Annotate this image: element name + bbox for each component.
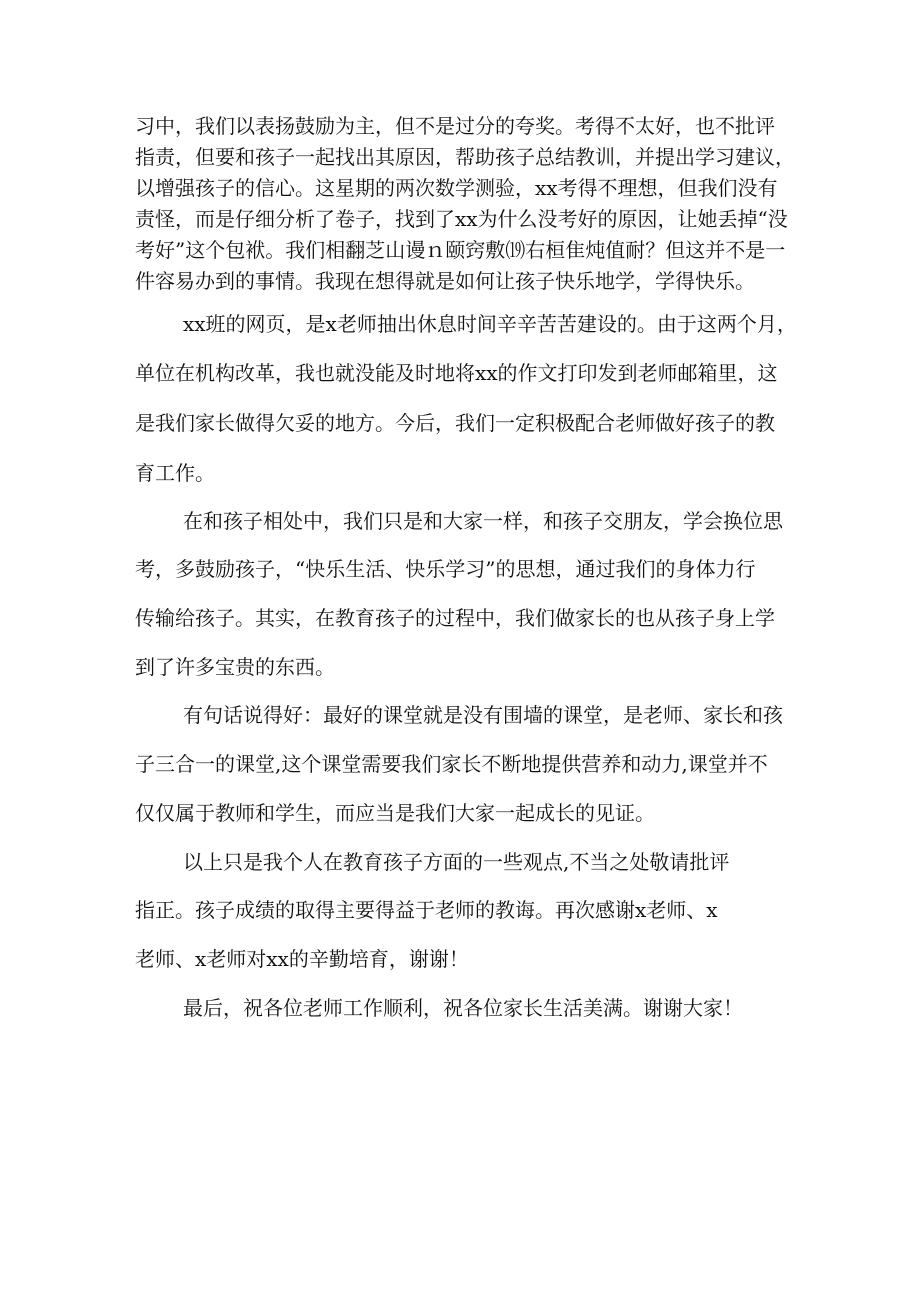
paragraph-line: 习中，我们以表扬鼓励为主，但不是过分的夸奖。考得不太好，也不批评 <box>135 114 775 138</box>
paragraph-line: 责怪，而是仔细分析了卷子，找到了xx为什么没考好的原因，让她丢掉“没 <box>135 207 788 231</box>
paragraph-line: 单位在机构改革，我也就没能及时地将xx的作文打印发到老师邮箱里，这 <box>135 361 778 385</box>
paragraph-line: 在和孩子相处中，我们只是和大家一样，和孩子交朋友，学会换位思 <box>183 509 783 533</box>
paragraph-line: 指正。孩子成绩的取得主要得益于老师的教诲。再次感谢x老师、x <box>135 898 718 922</box>
paragraph-line: 件容易办到的事情。我现在想得就是如何让孩子快乐地学，学得快乐。 <box>135 269 755 293</box>
paragraph-line: 考好”这个包袱。我们相翻芝山谩ｎ颐窍敷⒆右桓隹炖值耐？但这并不是一 <box>135 238 786 262</box>
paragraph-line: 到了许多宝贵的东西。 <box>135 655 335 679</box>
paragraph-line: 仅仅属于教师和学生，而应当是我们大家一起成长的见证。 <box>135 801 655 825</box>
paragraph-line: 以上只是我个人在教育孩子方面的一些观点,不当之处敬请批评 <box>183 850 730 874</box>
paragraph-line: 是我们家长做得欠妥的地方。今后，我们一定积极配合老师做好孩子的教 <box>135 411 775 435</box>
paragraph-line: 子三合一的课堂,这个课堂需要我们家长不断地提供营养和动力,课堂并不 <box>135 752 768 776</box>
paragraph-line: 指责，但要和孩子一起找出其原因，帮助孩子总结教训，并提出学习建议， <box>135 145 795 169</box>
paragraph-line: 有句话说得好：最好的课堂就是没有围墙的课堂，是老师、家长和孩 <box>183 703 783 727</box>
paragraph-line: 育工作。 <box>135 461 215 485</box>
paragraph-line: xx班的网页，是x老师抽出休息时间辛辛苦苦建设的。由于这两个月， <box>183 312 797 336</box>
paragraph-line: 考，多鼓励孩子，“快乐生活、快乐学习”的思想，通过我们的身体力行 <box>135 557 756 581</box>
paragraph-line: 以增强孩子的信心。这星期的两次数学测验，xx考得不理想，但我们没有 <box>135 176 778 200</box>
paragraph-line: 传输给孩子。其实，在教育孩子的过程中，我们做家长的也从孩子身上学 <box>135 606 775 630</box>
paragraph-line: 老师、x老师对xx的辛勤培育，谢谢！ <box>135 947 469 971</box>
paragraph-line: 最后，祝各位老师工作顺利，祝各位家长生活美满。谢谢大家！ <box>183 996 743 1020</box>
